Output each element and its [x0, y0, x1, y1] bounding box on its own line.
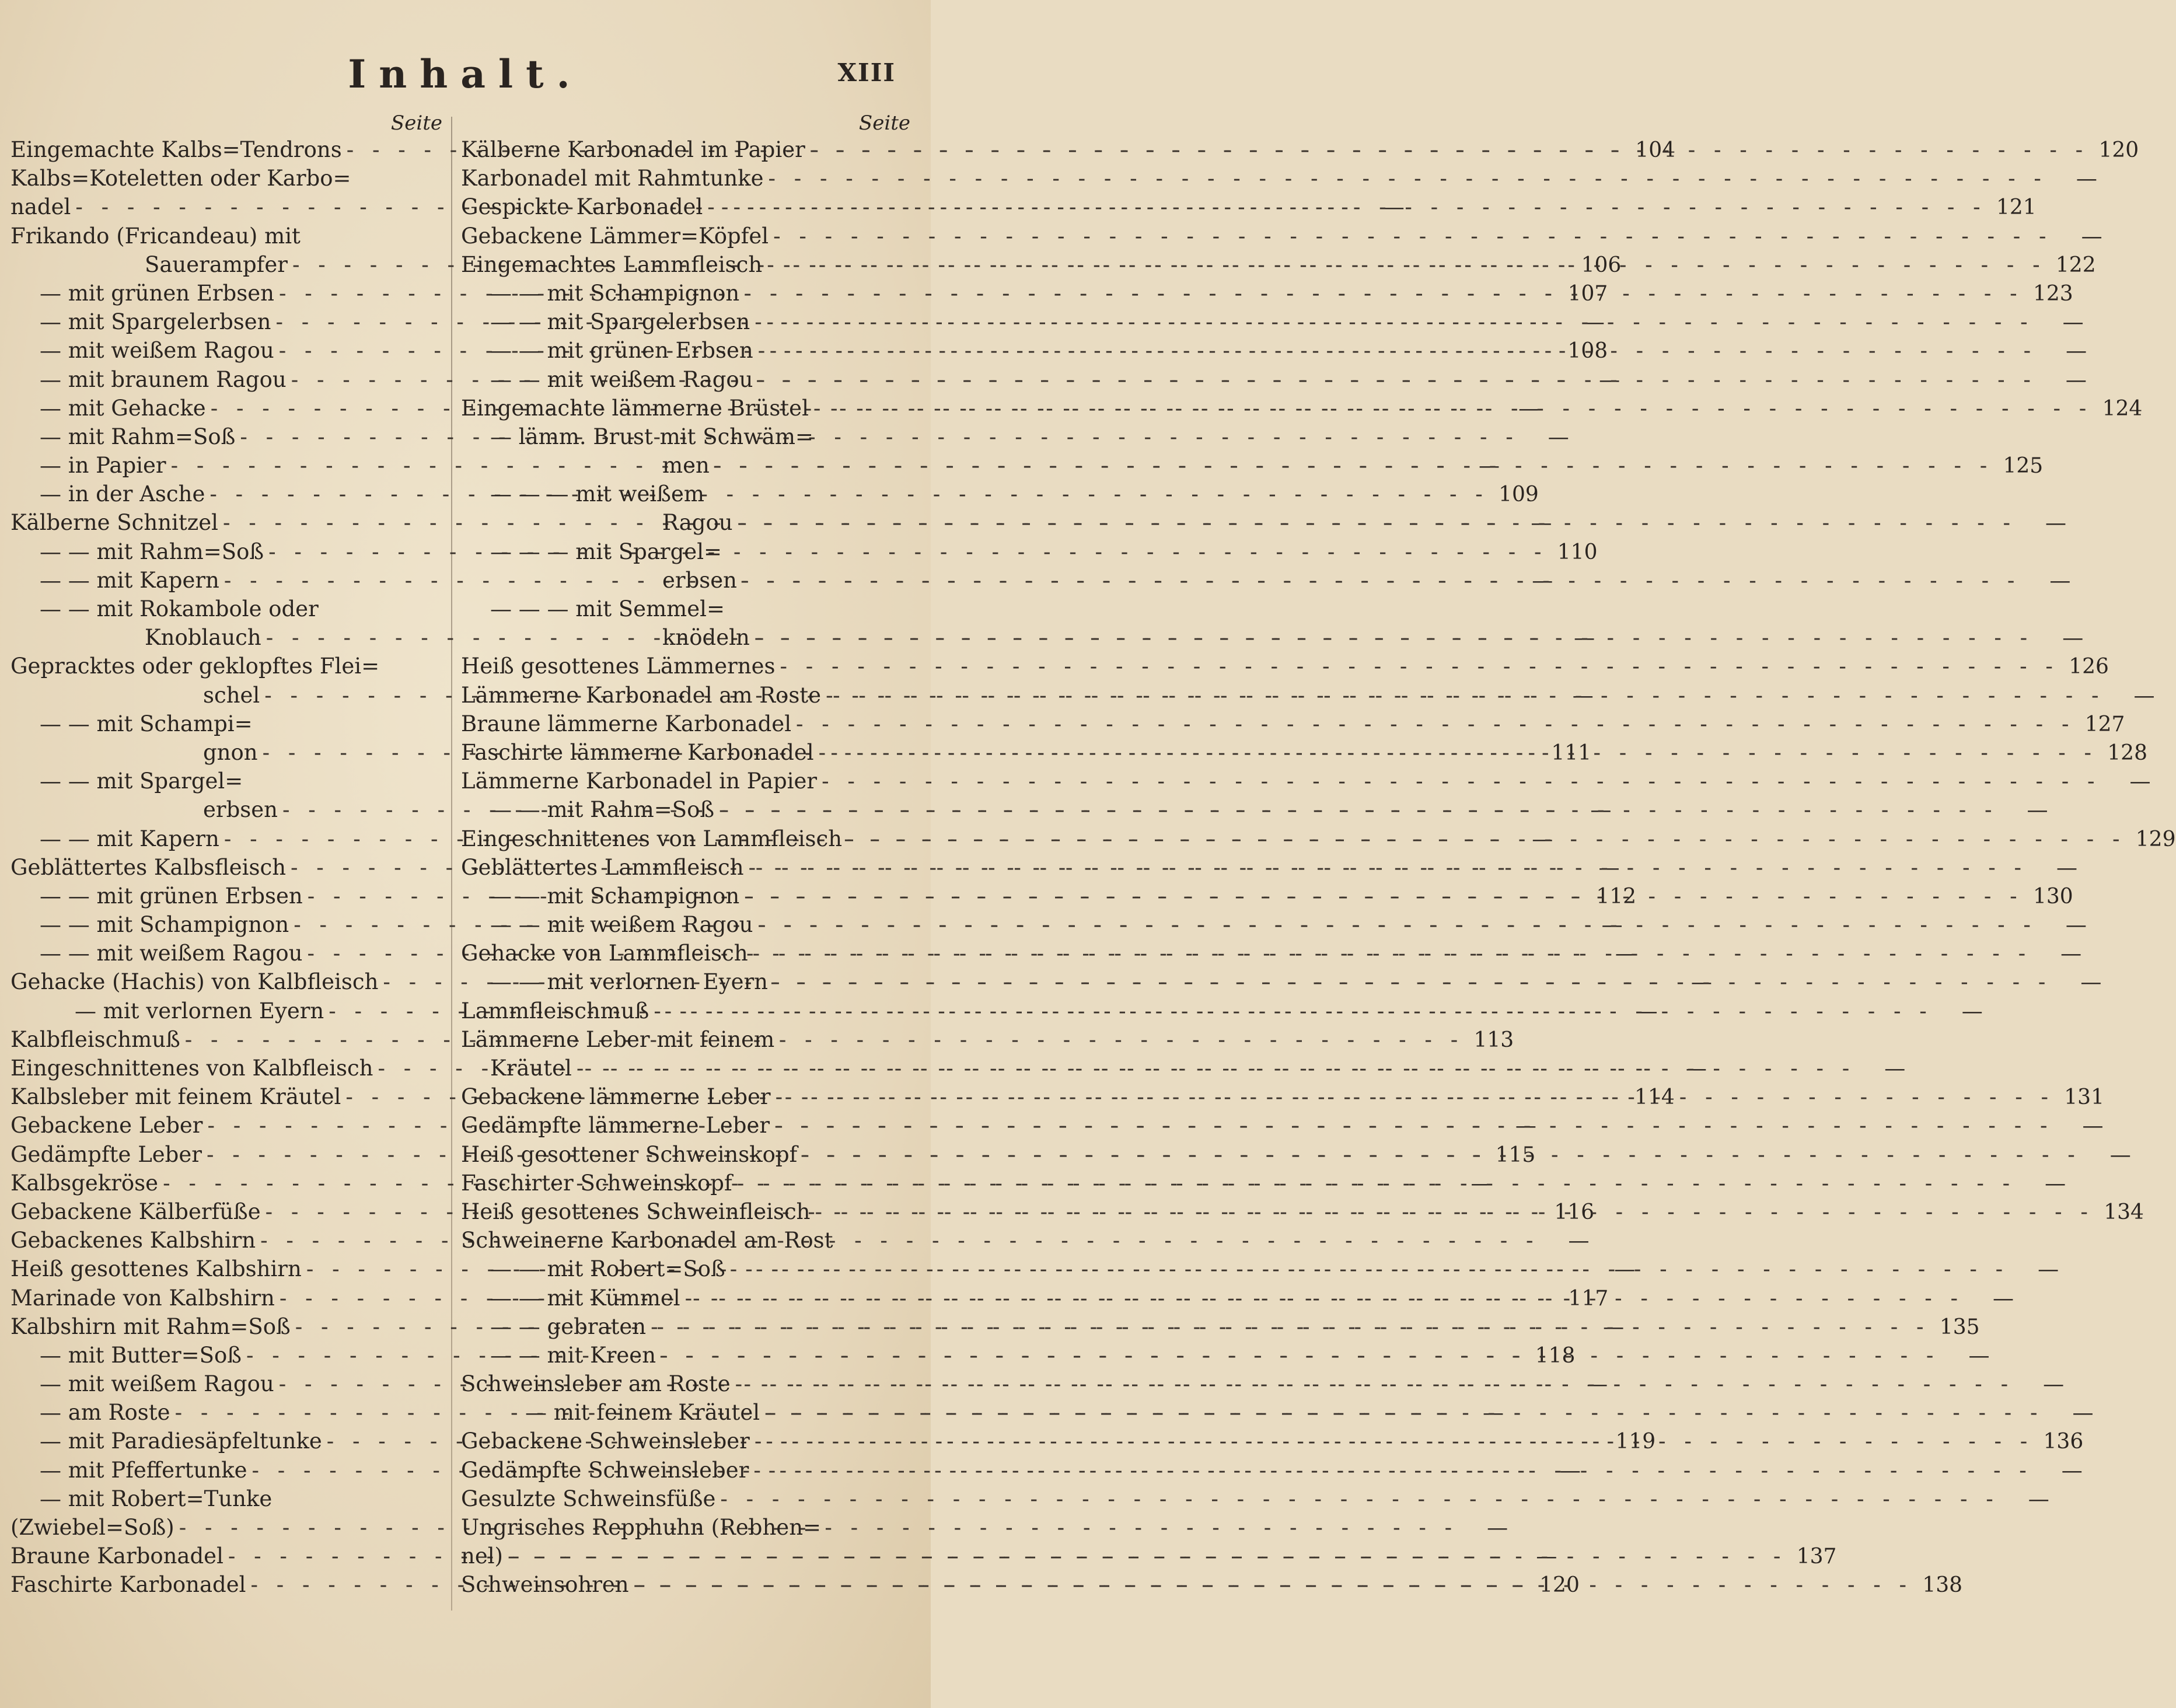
entry-page-number: —	[1599, 368, 1620, 392]
entry-page-number: 118	[1535, 1343, 1576, 1368]
index-entry	[461, 1054, 1906, 1082]
index-entry	[461, 1456, 2083, 1485]
dot-leader	[758, 910, 2037, 939]
entry-page-number: —	[1993, 1286, 2014, 1311]
entry-title: Ungrisches Repphuhn (Rebhen=	[461, 1515, 822, 1540]
dot-leader	[707, 193, 1986, 221]
entry-page-number: 131	[2064, 1085, 2104, 1110]
entry-title: — — — mit Spargel=	[490, 539, 722, 564]
index-entry	[461, 825, 2176, 853]
entry-title: — — mit verlornen Eyern	[490, 969, 768, 995]
entry-page-number: —	[2076, 167, 2097, 191]
entry-title: — mit Pfeffertunke	[40, 1457, 247, 1483]
entry-page-number: —	[2028, 1487, 2049, 1511]
entry-page-number: 120	[2098, 138, 2139, 162]
entry-title: — — mit Schampignon	[490, 280, 740, 306]
index-entry	[11, 767, 442, 795]
entry-page-number: —	[2065, 913, 2087, 938]
entry-page-number: 117	[1568, 1286, 1609, 1311]
entry-page-number: 106	[1581, 253, 1622, 277]
dot-leader	[758, 336, 2037, 365]
entry-page-number: 112	[1596, 884, 1637, 909]
entry-title: — — mit grünen Erbsen	[490, 338, 753, 364]
entry-title: Geblättertes Kalbsfleisch	[11, 854, 287, 880]
entry-title: — lämm. Brust mit Schwäm=	[490, 424, 813, 449]
entry-title: Gehacke von Lammfleisch	[461, 941, 748, 966]
entry-title: Gedämpfte Leber	[11, 1141, 202, 1167]
entry-page-number: —	[1471, 1171, 1492, 1196]
entry-page-number: —	[2062, 626, 2084, 651]
page-number: XIII	[837, 58, 896, 87]
index-entry	[461, 595, 910, 623]
entry-title: — mit Spargelerbsen	[40, 309, 271, 335]
entry-title: Gespickte Karbonadel	[461, 194, 703, 220]
entry-title: — — mit weißem Ragou	[490, 912, 753, 938]
entry-title: Gesulzte Schweinsfüße	[461, 1486, 716, 1511]
dot-leader	[764, 1398, 2043, 1427]
entry-page-number: 134	[2104, 1200, 2144, 1224]
entry-page-number: —	[1583, 310, 1605, 335]
entry-title: Eingeschnittenes von Kalbfleisch	[11, 1056, 373, 1081]
entry-title: Eingemachte lämmerne Brüstel	[461, 395, 809, 421]
entry-title: — — mit Kümmel	[490, 1285, 680, 1311]
index-entry	[461, 1542, 1837, 1570]
entry-page-number: 108	[1567, 339, 1608, 364]
entry-title: Schweinerne Karbonadel am Rost	[461, 1228, 833, 1253]
index-entry	[461, 308, 2084, 336]
dot-leader	[654, 997, 1932, 1025]
entry-page-number: —	[2045, 511, 2066, 536]
dot-leader	[767, 250, 2045, 279]
entry-title: — mit weißem Ragou	[40, 1371, 274, 1397]
dot-leader	[769, 164, 2047, 193]
entry-title: — am Roste	[40, 1400, 170, 1426]
entry-title: Gedämpfte lämmerne Leber	[461, 1113, 770, 1138]
entry-page-number: —	[2082, 1114, 2104, 1138]
dot-leader	[773, 967, 2051, 996]
dot-leader	[758, 365, 2037, 394]
entry-title: Lämmerne Karbonadel in Papier	[461, 769, 818, 794]
entry-title: Braune lämmerne Karbonadel	[461, 711, 792, 736]
entry-title: Gebackene Schweinsleber	[461, 1428, 750, 1454]
dot-leader	[749, 853, 2027, 882]
index-entry	[461, 193, 2037, 221]
entry-title: Kälberne Schnitzel	[11, 510, 218, 536]
index-entry	[461, 1370, 2065, 1398]
index-entry	[461, 422, 910, 451]
index-entry	[461, 566, 2071, 595]
entry-title: Schweinsohren	[461, 1572, 629, 1598]
entry-page-number: —	[1601, 913, 1623, 938]
dot-leader	[819, 738, 2097, 767]
entry-title: — — mit Spargelerbsen	[490, 309, 750, 335]
entry-title: (Zwiebel=Soß)	[11, 1515, 174, 1540]
entry-page-number: —	[1548, 425, 1569, 449]
entry-page-number: —	[2045, 1171, 2066, 1196]
entry-title: Braune Karbonadel	[11, 1543, 223, 1569]
entry-page-number: 135	[1939, 1315, 1980, 1339]
entry-title: Heiß gesottenes Schweinfleisch	[461, 1199, 811, 1224]
entry-title: — mit weißem Ragou	[40, 338, 274, 364]
entry-page-number: —	[2109, 1143, 2131, 1167]
index-entry	[11, 710, 442, 738]
entry-page-number: —	[2049, 568, 2071, 593]
dot-leader	[755, 623, 2033, 652]
dot-leader	[577, 1054, 1855, 1082]
entry-title: Frikando (Fricandeau) mit	[11, 223, 301, 249]
entry-page-number: —	[1568, 1229, 1590, 1253]
index-entry	[461, 910, 2087, 939]
entry-page-number: —	[2133, 683, 2155, 708]
entry-page-number: —	[1603, 1315, 1625, 1339]
entry-title: — — mit weißem Ragou	[490, 366, 753, 392]
dot-leader	[661, 1341, 1939, 1370]
index-entry	[461, 767, 2151, 795]
index-entry	[461, 1226, 910, 1255]
index-entry	[461, 710, 2125, 738]
entry-title: — mit Rahm=Soß	[40, 424, 236, 449]
entry-title: — — mit Robert=Soß	[490, 1256, 725, 1282]
index-entry	[461, 795, 2048, 824]
dot-leader	[738, 508, 2016, 537]
entry-page-number: —	[2043, 1372, 2065, 1397]
entry-page-number: —	[2027, 798, 2048, 823]
dot-leader	[815, 1197, 2094, 1226]
entry-page-number: —	[1515, 1114, 1536, 1138]
entry-title: Kalbfleischmuß	[11, 1026, 180, 1052]
entry-title: schel	[203, 682, 260, 708]
index-entry	[461, 623, 2084, 652]
entry-title: Kälberne Karbonadel im Papier	[461, 137, 805, 162]
entry-title: nadel	[11, 194, 71, 220]
dot-leader	[730, 1255, 2009, 1283]
dot-leader	[776, 1082, 2054, 1111]
entry-title: — — mit Rahm=Soß	[40, 539, 264, 564]
entry-title: — — mit Schampignon	[490, 883, 740, 909]
entry-title: — — mit Kapern	[40, 567, 219, 593]
entry-title: — mit verlornen Eyern	[75, 998, 324, 1024]
entry-title: Karbonadel mit Rahmtunke	[461, 166, 764, 191]
dot-leader	[744, 279, 2023, 308]
entry-title: Gebackene Kälberfüße	[11, 1199, 261, 1224]
entry-title: Kalbs=Koteletten oder Karbo=	[11, 166, 351, 191]
entry-page-number: 110	[1557, 540, 1598, 564]
entry-title: Lammfleischmuß	[461, 998, 649, 1024]
entry-page-number: —	[1531, 511, 1552, 536]
entry-page-number: —	[2065, 368, 2087, 392]
entry-title: knödeln	[662, 625, 750, 651]
entry-title: Gehacke (Hachis) von Kalbfleisch	[11, 969, 379, 995]
index-entry	[461, 1513, 910, 1542]
entry-page-number: —	[2061, 1458, 2083, 1483]
entry-page-number: 122	[2055, 253, 2096, 277]
entry-title: Faschirte Karbonadel	[11, 1572, 246, 1598]
entry-page-number: 113	[1473, 1028, 1514, 1052]
index-entry	[461, 1169, 2066, 1197]
dot-leader	[753, 1456, 2032, 1485]
index-entry	[461, 365, 2087, 394]
dot-leader	[508, 1542, 1786, 1570]
index-entry	[461, 997, 1983, 1025]
entry-title: Kalbsleber mit feinem Kräutel	[11, 1084, 341, 1110]
dot-leader	[847, 825, 2125, 853]
seite-label-right: Seite	[858, 111, 910, 135]
entry-title: — — mit grünen Erbsen	[40, 883, 303, 909]
entry-title: — mit Robert=Tunke	[40, 1486, 273, 1511]
entry-title: — in Papier	[40, 453, 166, 478]
entry-page-number: —	[2072, 1401, 2094, 1426]
entry-title: — — mit Kreen	[490, 1342, 656, 1368]
entry-title: — mit Butter=Soß	[40, 1342, 242, 1368]
dot-leader	[826, 681, 2104, 710]
entry-page-number: —	[1518, 396, 1540, 421]
entry-title: — — mit Kapern	[40, 826, 219, 851]
dot-leader	[735, 1370, 2014, 1398]
dot-leader	[810, 135, 2088, 164]
entry-title: — — mit Schampignon	[40, 912, 289, 938]
dot-leader	[742, 566, 2020, 595]
entry-page-number: —	[2056, 855, 2078, 880]
entry-title: Eingemachte Kalbs=Tendrons	[11, 137, 342, 162]
entry-page-number: —	[1574, 626, 1595, 651]
entry-title: Kräutel	[490, 1056, 572, 1081]
entry-title: nel)	[461, 1543, 503, 1569]
index-entry	[11, 222, 442, 250]
index-entry	[11, 652, 442, 680]
entry-title: Gebackene Leber	[11, 1113, 203, 1138]
entry-page-number: —	[1559, 1458, 1581, 1483]
entry-title: Marinade von Kalbshirn	[11, 1285, 275, 1311]
entry-title: — — mit weißem Ragou	[40, 941, 303, 966]
dot-leader	[720, 1485, 1999, 1513]
entry-title: — mit feinem Kräutel	[525, 1400, 760, 1426]
entry-page-number: —	[1536, 1545, 1557, 1569]
entry-title: Lämmerne Leber mit feinem	[461, 1026, 775, 1052]
entry-title: Heiß gesottenes Lämmernes	[461, 654, 776, 679]
entry-page-number: —	[2062, 310, 2084, 335]
page-title: Inhalt.	[348, 51, 583, 97]
dot-leader	[634, 1570, 1912, 1599]
entry-page-number: 138	[1922, 1573, 1963, 1598]
entry-page-number: —	[2129, 770, 2151, 794]
entry-title: — mit braunem Ragou	[40, 366, 287, 392]
index-entry	[461, 1312, 1980, 1341]
entry-title: — mit Gehacke	[40, 395, 206, 421]
entry-page-number: —	[1685, 1057, 1707, 1081]
entry-title: Lämmerne Karbonadel am Roste	[461, 682, 822, 708]
entry-page-number: 114	[1634, 1085, 1675, 1110]
dot-leader	[719, 795, 1997, 824]
entry-page-number: —	[2081, 224, 2102, 249]
dot-leader	[773, 222, 2052, 250]
entry-page-number: —	[1383, 195, 1405, 220]
entry-title: Sauerampfer	[145, 252, 288, 277]
entry-page-number: —	[1532, 827, 1553, 851]
entry-title: Ragou	[662, 510, 733, 536]
index-entry	[461, 1025, 910, 1054]
entry-page-number: —	[1968, 1343, 1990, 1368]
entry-page-number: 127	[2084, 712, 2125, 736]
index-entry	[461, 967, 2102, 996]
dot-leader	[802, 1140, 2080, 1169]
entry-title: — — — mit Semmel=	[490, 596, 725, 621]
entry-title: Faschirter Schweinskopf	[461, 1170, 732, 1196]
entry-page-number: —	[1479, 454, 1500, 478]
entry-page-number: —	[2066, 339, 2087, 364]
index-entry	[461, 939, 2082, 967]
index-entry	[461, 1485, 2049, 1513]
index-entry	[11, 164, 442, 193]
entry-title: Gebackenes Kalbshirn	[11, 1228, 256, 1253]
index-entry	[461, 394, 2143, 422]
entry-page-number: 128	[2107, 741, 2147, 765]
dot-leader	[737, 1169, 2016, 1197]
entry-page-number: 130	[2032, 884, 2073, 909]
entry-page-number: 116	[1554, 1200, 1595, 1224]
entry-page-number: 136	[2043, 1430, 2084, 1454]
index-entry	[461, 853, 2078, 882]
dot-leader	[796, 710, 2074, 738]
entry-page-number: 129	[2135, 827, 2176, 851]
entry-page-number: 126	[2069, 655, 2109, 679]
entry-title: — mit Paradiesäpfeltunke	[40, 1428, 322, 1454]
index-entry	[461, 222, 2102, 250]
entry-title: Eingeschnittenes von Lammfleisch	[461, 826, 843, 851]
entry-title: Heiß gesottener Schweinskopf	[461, 1141, 798, 1167]
entry-page-number: —	[2080, 970, 2102, 995]
dot-leader	[753, 939, 2031, 967]
entry-page-number: —	[1590, 798, 1612, 823]
dot-leader	[755, 308, 2033, 336]
entry-page-number: 137	[1796, 1545, 1837, 1569]
entry-title: Kalbsgekröse	[11, 1170, 159, 1196]
entry-page-number: —	[1482, 1401, 1504, 1426]
entry-title: erbsen	[203, 797, 278, 823]
entry-title: — — mit Rahm=Soß	[490, 797, 715, 823]
entry-page-number: 123	[2032, 281, 2073, 306]
entry-title: Gepracktes oder geklopftes Flei=	[11, 654, 380, 679]
dot-leader	[755, 1427, 2033, 1455]
entry-page-number: 107	[1567, 281, 1608, 306]
entry-page-number: —	[1587, 1372, 1608, 1397]
entry-title: — — mit Spargel=	[40, 769, 243, 794]
entry-page-number: —	[1961, 999, 1983, 1024]
entry-page-number: —	[1598, 855, 1620, 880]
entry-page-number: —	[1636, 999, 1658, 1024]
entry-page-number: 104	[1635, 138, 1676, 162]
entry-page-number: 120	[1539, 1573, 1580, 1598]
entry-page-number: —	[1572, 683, 1594, 708]
index-entry	[461, 1111, 2104, 1140]
entry-page-number: —	[1690, 970, 1712, 995]
index-entry	[461, 681, 2155, 710]
dot-leader	[714, 451, 1993, 480]
dot-leader	[744, 882, 2023, 910]
entry-page-number: 119	[1615, 1430, 1656, 1454]
index-entry	[11, 595, 442, 623]
entry-page-number: —	[1884, 1057, 1906, 1081]
entry-page-number: —	[1615, 942, 1636, 966]
entry-page-number: 125	[2003, 454, 2044, 478]
entry-title: — — mit Schampi=	[40, 711, 253, 736]
entry-title: Heiß gesottenes Kalbshirn	[11, 1256, 302, 1282]
index-entry	[461, 451, 2044, 480]
dot-leader	[822, 767, 2100, 795]
entry-page-number: —	[2038, 1258, 2059, 1282]
entry-title: — — mit Rokambole oder	[40, 596, 319, 621]
index-entry	[461, 652, 2109, 680]
index-entry	[11, 1485, 442, 1513]
entry-title: — in der Asche	[40, 481, 205, 507]
entry-page-number: 124	[2102, 396, 2143, 421]
entry-title: Faschirte lämmerne Karbonadel	[461, 739, 814, 765]
entry-title: — — — mit weißem	[490, 481, 704, 507]
entry-page-number: —	[1614, 1258, 1636, 1282]
entry-title: erbsen	[662, 567, 737, 593]
index-entry	[461, 480, 910, 508]
entry-page-number: —	[1532, 568, 1553, 593]
index-entry	[461, 1255, 2059, 1283]
entry-title: Knoblauch	[145, 625, 261, 651]
index-entry	[11, 308, 1605, 336]
seite-label-left: Seite	[390, 111, 442, 135]
entry-page-number: 109	[1499, 483, 1539, 507]
entry-title: Schweinsleber am Roste	[461, 1371, 731, 1397]
entry-title: Gedämpfte Schweinsleber	[461, 1457, 749, 1483]
entry-title: Eingemachtes Lammfleisch	[461, 252, 763, 277]
index-entry	[461, 537, 910, 566]
entry-title: Gebackene Lämmer=Köpfel	[461, 223, 769, 249]
entry-title: — — gebraten	[490, 1314, 647, 1339]
dot-leader	[813, 394, 2092, 422]
index-entry	[461, 1398, 2094, 1427]
entry-page-number: —	[1487, 1516, 1508, 1540]
dot-leader	[651, 1312, 1929, 1341]
entry-title: Geblättertes Lammfleisch	[461, 854, 744, 880]
entry-page-number: 115	[1495, 1143, 1536, 1167]
entry-title: — mit grünen Erbsen	[40, 280, 274, 306]
entry-page-number: —	[2060, 942, 2082, 966]
entry-page-number: 121	[1996, 195, 2037, 220]
dot-leader	[780, 652, 2059, 680]
entry-title: Gebackene lämmerne Leber	[461, 1084, 771, 1110]
dot-leader	[685, 1284, 1964, 1312]
dot-leader	[774, 1111, 2053, 1140]
entry-page-number: 111	[1551, 741, 1592, 765]
entry-title: Kalbshirn mit Rahm=Soß	[11, 1314, 291, 1339]
index-entry	[461, 164, 2097, 193]
entry-title: men	[662, 453, 710, 478]
index-entry	[461, 508, 2066, 537]
entry-title: gnon	[203, 739, 258, 765]
